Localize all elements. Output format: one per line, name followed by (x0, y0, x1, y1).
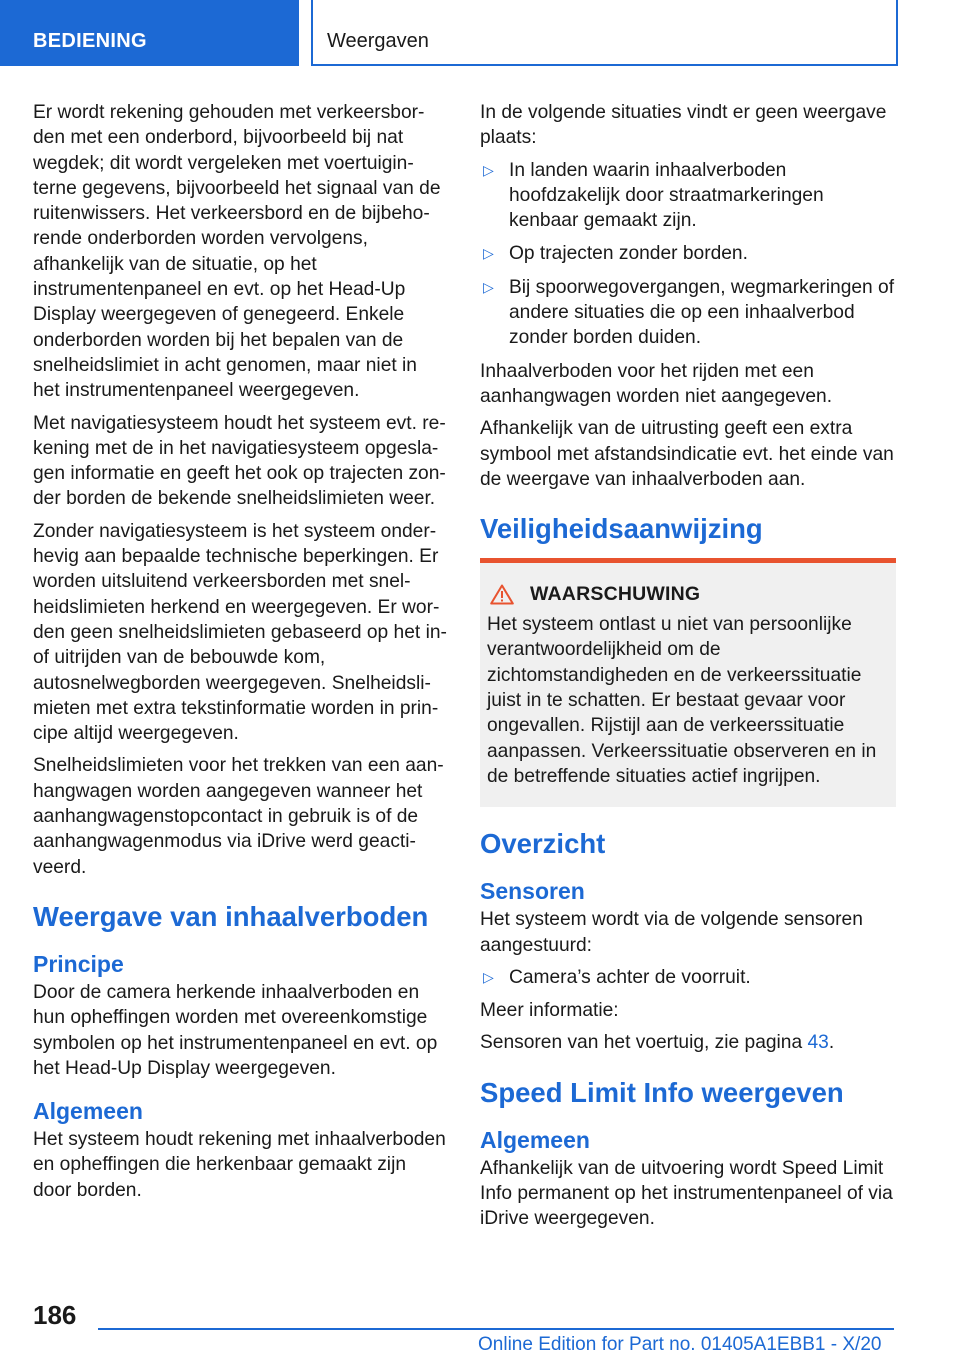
section-heading: Overzicht (480, 828, 606, 860)
subsection-heading: Principe (33, 950, 124, 977)
paragraph: In de volgende situaties vindt er geen weergave plaats: (480, 102, 887, 149)
list-item-text: In landen waarin inhaalverboden hoofdzakelijk door straatmarkeringen kenbaar gemaakt zijn. (509, 159, 824, 232)
paragraph: Door de camera herkende inhaalverboden en hun opheffingen worden met overeenkomstige symbolen op het instrumentenpaneel en evt. op het Head-Up Display weergegeven. (33, 981, 438, 1079)
paragraph: Het systeem wordt via de volgende sensoren aangestuurd: (480, 909, 863, 956)
triangle-bullet-icon: ▷ (483, 278, 494, 295)
list-item-text: Op trajecten zonder borden. (509, 243, 748, 265)
list-item-text: Camera’s achter de voorruit. (509, 966, 751, 988)
warning-header (487, 583, 888, 606)
subsection-heading: Algemeen (480, 1126, 590, 1153)
reference-suffix: . (828, 1032, 835, 1054)
list-item (480, 965, 896, 990)
bullet-list (480, 965, 896, 990)
list-item-text: Bij spoorwegovergangen, wegmarkeringen of andere situaties die op een inhaalverbod zonder borden duiden. (509, 276, 895, 349)
left-column (33, 100, 447, 1210)
paragraph: Meer informatie: (480, 1000, 619, 1022)
section-title: BEDIENING (33, 30, 147, 52)
section-heading: Veiligheidsaanwijzing (480, 513, 763, 545)
triangle-bullet-icon: ▷ (483, 161, 494, 178)
list-item (480, 241, 896, 266)
paragraph (480, 1030, 896, 1055)
edition-note: Online Edition for Part no. 01405A1EBB1 - X/20 (478, 1334, 882, 1355)
chapter-title: Weergaven (327, 30, 429, 52)
paragraph: Het systeem houdt rekening met inhaalverboden en opheffingen die herkenbaar gemaakt zijn door borden. (33, 1129, 446, 1201)
list-item (480, 158, 896, 234)
page-reference-link[interactable]: 43 (807, 1032, 829, 1054)
chapter-tab (311, 0, 898, 66)
triangle-bullet-icon: ▷ (483, 245, 494, 262)
subsection-heading: Algemeen (33, 1098, 143, 1125)
subsection-heading: Sensoren (480, 878, 585, 905)
warning-box (480, 558, 896, 807)
paragraph: Snelheidslimieten voor het trekken van een aanhangwagen worden aangegeven wanneer het aanhangwagenstopcontact in gebruik is of de aanhangwagenmodus via iDrive werd geactiveerd. (33, 755, 444, 878)
warning-text: Het systeem ontlast u niet van persoonlijke verantwoordelijkheid om de zichtomstandigheden en de verkeerssituatie juist in te schatten. Er bestaat gevaar voor ongevallen. Rijstijl aan de verkeerssituatie aanpassen. Verkeerssituatie observeren en in de betreffende situaties actief ingrijpen. (487, 614, 877, 787)
list-item (480, 275, 896, 351)
right-column (480, 100, 896, 1239)
paragraph: Afhankelijk van de uitrusting geeft een extra symbool met afstandsindicatie evt. het einde van de weergave van inhaalverboden aan. (480, 418, 894, 490)
triangle-bullet-icon: ▷ (483, 968, 494, 985)
reference-text: Sensoren van het voertuig, zie pagina (480, 1032, 808, 1054)
section-tab (0, 0, 299, 66)
paragraph: Met navigatiesysteem houdt het systeem evt. rekening met de in het navigatiesysteem opgeslagen informatie en geeft het ook op trajecten zonder borden de bekende snelheidslimieten weer. (33, 412, 446, 510)
paragraph: Zonder navigatiesysteem is het systeem onderhevig aan bepaalde technische beperkingen. Er worden uitsluitend verkeersborden met snelheidslimieten herkend en weergegeven. Er worden geen snelheidslimieten gebaseerd op het in- of uitrijden van de bebouwde kom, autosnelwegborden weergegeven. Snelheidslimieten met extra tekstinformatie worden in principe altijd weergegeven. (33, 520, 447, 745)
page-number: 186 (33, 1300, 77, 1330)
warning-title: WAARSCHUWING (530, 583, 701, 606)
footer-divider (98, 1328, 894, 1330)
warning-triangle-icon (490, 584, 514, 605)
paragraph: Afhankelijk van de uitvoering wordt Speed Limit Info permanent op het instrumentenpaneel of via iDrive weergegeven. (480, 1157, 893, 1230)
paragraph: Inhaalverboden voor het rijden met een aanhangwagen worden niet aangegeven. (480, 360, 833, 407)
paragraph: Er wordt rekening gehouden met verkeersborden met een onderbord, bijvoorbeeld bij nat wegdek; dit wordt vergeleken met voertuiginterne gegevens, bijvoorbeeld het signaal van de ruitenwissers. Het verkeersbord en de bijbehorende onderborden worden vervolgens, afhankelijk van de situatie, op het instrumentenpaneel en evt. op het Head-Up Display weergegeven of genegeerd. Enkele onderborden worden bij het bepalen van de snelheidslimiet in acht genomen, maar niet in het instrumentenpaneel weergegeven. (33, 102, 441, 402)
section-heading: Speed Limit Info weergeven (480, 1076, 844, 1108)
bullet-list (480, 158, 896, 351)
section-heading: Weergave van inhaalverboden (33, 900, 429, 932)
